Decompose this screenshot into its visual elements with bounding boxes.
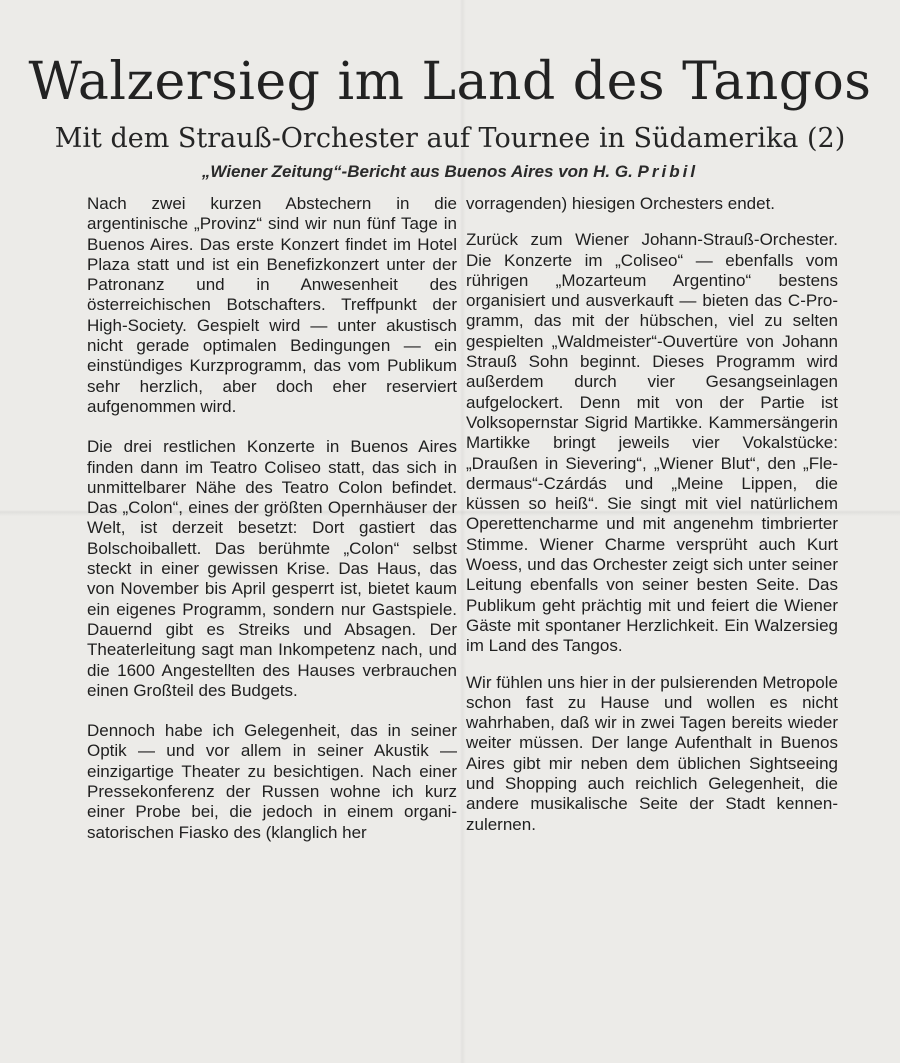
byline [0, 161, 900, 183]
paragraph: Nach zwei kurzen Abstechern in die argentinische „Provinz“ sind wir nun fünf Tage in Buenos Aires. Das erste Konzert findet im Hotel Plaza statt und ist ein Benefizkonzert unter der Patronanz und in Anwesenheit des österreichischen Botschafters. Treffpunkt der High-Society. Gespielt wird — unter akustisch nicht gerade optimalen Bedingungen — ein einstündiges Kurzprogramm, das vom Publikum sehr herzlich, aber doch eher reserviert aufgenommen wird. [87, 194, 457, 416]
paragraph: Wir fühlen uns hier in der pulsierenden Metropole schon fast zu Hause und wollen es nicht wahrhaben, daß wir in zwei Tagen bereits wieder weiter müssen. Der lange Aufenthalt in Buenos Aires gibt mir neben dem üblichen Sightseeing und Shopping auch reichlich Gelegenheit, die andere musikalische Seite der Stadt kennenzulernen. [466, 672, 838, 834]
headline: Walzersieg im Land des Tangos [28, 52, 872, 112]
left-column [87, 194, 457, 843]
byline-author: Pribil [637, 162, 699, 181]
paragraph: vorragenden) hiesigen Orchesters endet. [466, 194, 776, 213]
paragraph: Dennoch habe ich Gelegenheit, das in seiner Optik — und vor allem in seiner Akustik — einzigartige Theater zu besichtigen. Nach einer Pressekonferenz der Russen wohne ich kurz einer Probe bei, die jedoch in einem organisatorischen Fiasko des (klanglich her [87, 721, 457, 842]
subheadline: Mit dem Strauß-Orchester auf Tournee in Südamerika (2) [54, 123, 846, 154]
paragraph: Zurück zum Wiener Johann-Strauß-Orchester. Die Konzerte im „Coliseo“ — ebenfalls vom rührigen „Mozarteum Argentino“ bestens organisiert und ausverkauft — bieten das C-Programm, das mit der hübschen, viel zu selten gespielten „Waldmeister“-Ouvertüre von Johann Strauß Sohn beginnt. Dieses Programm wird außerdem durch vier Gesangseinlagen aufgelockert. Denn mit von der Partie ist Volksopernstar Sigrid Martikke. Kammersängerin Martikke bringt jeweils vier Vokalstücke: „Draußen in Sievering“, „Wiener Blut“, den „Fledermaus“-Czárdás und „Meine Lippen, die küssen so heiß“. Sie singt mit viel natürlichem Operettencharme und mit angenehm timbrierter Stimme. Wiener Charme versprüht auch Kurt Woess, und das Orchester zeigt sich unter seiner Leitung ebenfalls von seiner besten Seite. Das Publikum geht prächtig mit und feiert die Wiener Gäste mit spontaner Herzlichkeit. Ein Walzersieg im Land des Tangos. [466, 230, 838, 656]
paragraph: Die drei restlichen Konzerte in Buenos Aires finden dann im Teatro Coliseo statt, das sich in unmittelbarer Nähe des Teatro Colon befindet. Das „Colon“, eines der größten Opernhäuser der Welt, ist derzeit besetzt: Dort gastiert das Bolschoiballett. Das berühmte „Colon“ selbst steckt in einer gewissen Krise. Das Haus, das von November bis April gesperrt ist, bietet kaum ein eigenes Programm, sondern nur Gastspiele. Dauernd gibt es Streiks und Absagen. Der Theaterleitung sagt man Inkompetenz nach, und die 1600 Angestellten des Hauses verbrauchen einen Großteil des Budgets. [87, 437, 457, 700]
right-column [466, 194, 838, 835]
byline-prefix: „Wiener Zeitung“-Bericht aus Buenos Aires von H. G. [201, 162, 638, 181]
